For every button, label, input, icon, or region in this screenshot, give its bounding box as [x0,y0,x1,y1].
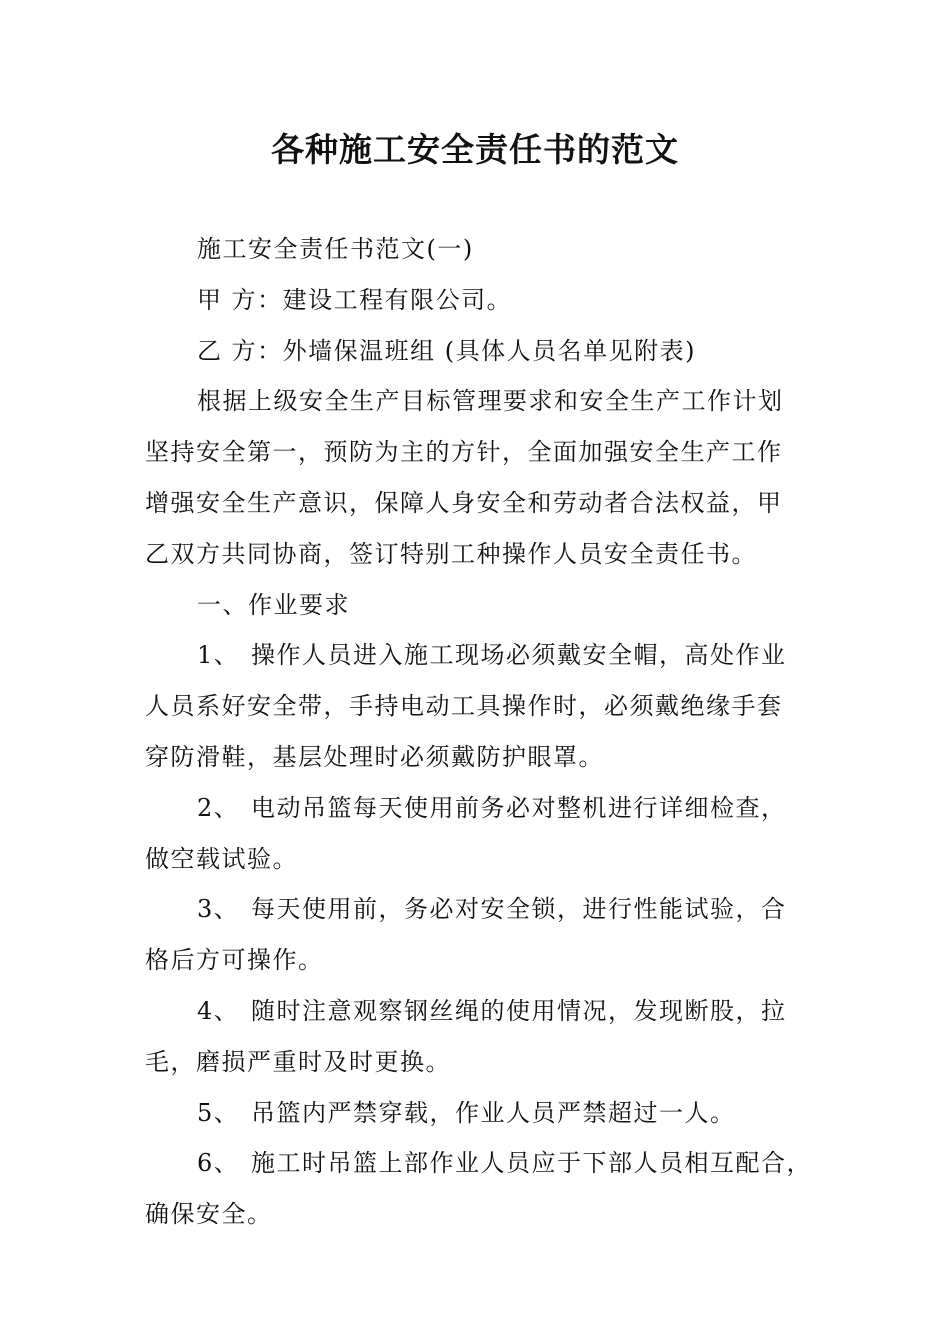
text-line [145,478,810,529]
text-line [145,275,810,326]
line-text: 甲 方：建设工程有限公司。 [197,285,513,314]
text-line [145,986,810,1037]
line-text: 坚持安全第一，预防为主的方针，全面加强安全生产工作 [145,438,783,467]
item-number: 5、 [197,1098,240,1127]
line-text: 乙 方：外墙保温班组 (具体人员名单见附表) [197,336,696,365]
line-text: 毛，磨损严重时及时更换。 [145,1047,451,1076]
item-number: 2、 [197,793,240,822]
text-line [145,1189,810,1240]
text-line [145,783,810,834]
text-line [145,1138,810,1189]
line-text: 增强安全生产意识，保障人身安全和劳动者合法权益，甲 [145,488,783,517]
item-number: 1、 [197,641,240,670]
line-text: 格后方可操作。 [145,946,324,975]
text-line [145,529,810,580]
text-line [145,1088,810,1139]
text-line [145,1037,810,1088]
line-text: 一、作业要求 [197,590,350,619]
text-line [145,834,810,885]
line-text: 每天使用前，务必对安全锁，进行性能试验，合 [251,895,787,924]
text-line [145,630,810,681]
line-text: 随时注意观察钢丝绳的使用情况，发现断股，拉 [251,996,787,1025]
text-line [145,427,810,478]
text-line [145,681,810,732]
line-text: 确保安全。 [145,1200,273,1229]
item-number: 4、 [197,996,240,1025]
item-number: 6、 [197,1149,240,1178]
text-line [145,935,810,986]
line-text: 吊篮内严禁穿载，作业人员严禁超过一人。 [251,1098,736,1127]
text-line [145,376,810,427]
line-text: 穿防滑鞋，基层处理时必须戴防护眼罩。 [145,742,604,771]
text-line [145,884,810,935]
line-text: 根据上级安全生产目标管理要求和安全生产工作计划 [197,387,784,416]
text-line [145,732,810,783]
item-number: 3、 [197,895,240,924]
text-line [145,224,810,275]
line-text: 电动吊篮每天使用前务必对整机进行详细检查， [251,793,787,822]
line-text: 人员系好安全带，手持电动工具操作时，必须戴绝缘手套 [145,692,783,721]
line-text: 乙双方共同协商，签订特别工种操作人员安全责任书。 [145,539,757,568]
line-text: 做空载试验。 [145,844,298,873]
line-text: 施工时吊篮上部作业人员应于下部人员相互配合， [251,1149,812,1178]
line-text: 施工安全责任书范文(一) [197,235,474,263]
text-line [145,326,810,377]
text-line [145,580,810,631]
line-text: 操作人员进入施工现场必须戴安全帽，高处作业 [251,641,787,670]
document-body [145,224,810,1240]
document-title: 各种施工安全责任书的范文 [271,130,679,169]
